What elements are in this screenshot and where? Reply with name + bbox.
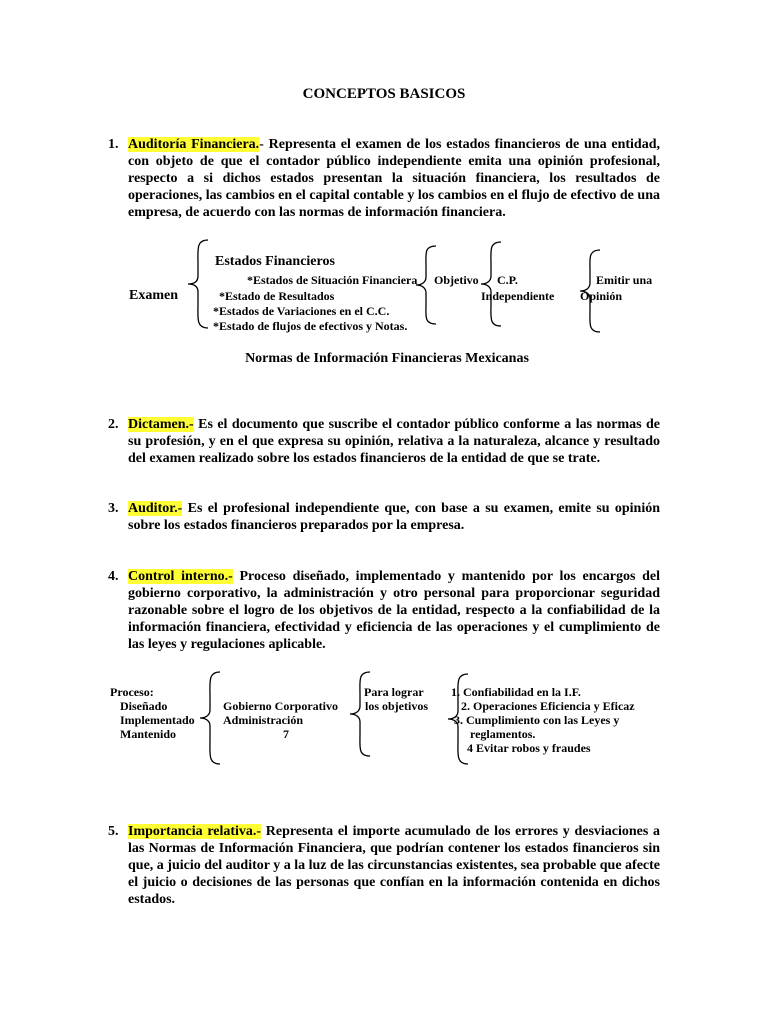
concept-item-3 xyxy=(108,500,660,534)
diagram-proceso-label: Proceso: xyxy=(110,685,154,699)
concept-item-1 xyxy=(108,136,660,221)
diagram-middle-item: Administración xyxy=(223,713,304,727)
diagram-caption: Normas de Información Financieras Mexicanas xyxy=(245,351,529,366)
item-term: Auditoría Financiera. xyxy=(128,137,260,152)
item-text: Es el documento que suscribe el contador público conforme a las normas de su profesión, y en el que expresa su opinión, relativa a la naturaleza, alcance y resultado del examen realizado sobre los estados financieros de la entidad de que se trate. xyxy=(128,417,660,466)
diagram-examen-label: Examen xyxy=(129,288,178,303)
diagram-emitir: Emitir una xyxy=(596,273,653,287)
diagram-list-item: *Estado de flujos de efectivos y Notas. xyxy=(213,319,408,333)
item-body xyxy=(128,416,660,467)
diagram-opinion: Opinión xyxy=(580,289,623,303)
left-brace-icon xyxy=(346,670,376,758)
diagram-para-lograr: Para lograr xyxy=(364,685,424,699)
item-body xyxy=(128,823,660,908)
item-term: Dictamen.- xyxy=(128,417,194,432)
item-term: Auditor.- xyxy=(128,501,183,516)
diagram-los-objetivos: los objetivos xyxy=(365,699,428,713)
diagram-heading: Estados Financieros xyxy=(215,254,335,269)
diagram-objetivo: Objetivo xyxy=(434,273,479,287)
concept-item-2 xyxy=(108,416,660,467)
item-text: - Representa el examen de los estados financieros de una entidad, con objeto de que el contador público independiente emita una opinión profesional, respecto a si dichos estados presentan la situación financiera, los resultados de operaciones, las cambios en el capital contable y los cambios en el flujo de efectivo de una empresa, de acuerdo con las normas de información financiera. xyxy=(128,137,660,220)
diagram-list-item: *Estados de Variaciones en el C.C. xyxy=(213,304,390,318)
item-term: Control interno.- xyxy=(128,569,233,584)
concept-item-4 xyxy=(108,568,660,653)
diagram-goal: reglamentos. xyxy=(470,727,536,741)
item-text: Es el profesional independiente que, con base a su examen, emite su opinión sobre los estados financieros preparados por la empresa. xyxy=(128,501,660,533)
item-number: 1. xyxy=(108,137,119,152)
item-body xyxy=(128,568,660,653)
diagram-goal: 3. Cumplimiento con las Leyes y xyxy=(454,713,620,727)
diagram-independiente: Independiente xyxy=(481,289,555,303)
item-body xyxy=(128,136,660,221)
diagram-proc-item: Diseñado xyxy=(120,699,168,713)
item-number: 4. xyxy=(108,569,119,584)
diagram-cp: C.P. xyxy=(497,273,518,287)
item-number: 5. xyxy=(108,824,119,839)
item-number: 2. xyxy=(108,417,119,432)
diagram-goal: 2. Operaciones Eficiencia y Eficaz xyxy=(461,699,635,713)
diagram-list-item: *Estados de Situación Financiera xyxy=(247,273,418,287)
item-text: Representa el importe acumulado de los errores y desviaciones a las Normas de Información Financiera, que podrían contener los estados financieros sin que, a juicio del auditor y a la luz de las circunstancias existentes, sea probable que afecte el juicio o decisiones de las personas que confían en la información contenida en dichos estados. xyxy=(128,824,660,907)
diagram-list-item: *Estado de Resultados xyxy=(219,289,335,303)
concept-item-5 xyxy=(108,823,660,908)
diagram-middle-item: Gobierno Corporativo xyxy=(223,699,338,713)
diagram-middle-item: 7 xyxy=(283,727,289,741)
diagram-goal: 4 Evitar robos y fraudes xyxy=(467,741,591,755)
item-text: Proceso diseñado, implementado y mantenido por los encargos del gobierno corporativo, la administración y otro personal para proporcionar seguridad razonable sobre el logro de los objetivos de la entidad, respecto a la confiabilidad de la información financiera, efectividad y eficiencia de las operaciones y el cumplimiento de las leyes y regulaciones aplicable. xyxy=(128,569,660,652)
item-body xyxy=(128,500,660,534)
diagram-goal: 1. Confiabilidad en la I.F. xyxy=(451,685,581,699)
diagram-proc-item: Implementado xyxy=(120,713,195,727)
item-term: Importancia relativa.- xyxy=(128,824,262,839)
left-brace-icon xyxy=(196,670,226,766)
page-title: CONCEPTOS BASICOS xyxy=(302,86,466,102)
item-number: 3. xyxy=(108,501,119,516)
diagram-proc-item: Mantenido xyxy=(120,727,177,741)
left-brace-icon xyxy=(184,238,214,330)
